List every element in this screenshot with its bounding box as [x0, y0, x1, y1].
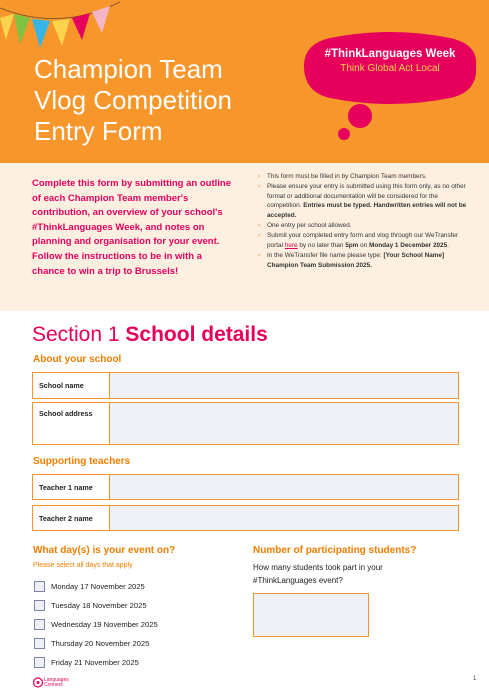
cloud-hashtag: #ThinkLanguages Week	[324, 48, 456, 60]
cloud-text	[312, 48, 468, 74]
instruction-item	[258, 182, 468, 220]
day-checkbox[interactable]	[34, 581, 45, 592]
school-address-label: School address	[32, 402, 110, 445]
section-name: School details	[125, 323, 268, 346]
instruction-text: One entry per school allowed.	[267, 222, 352, 230]
teacher-2-row	[32, 505, 459, 531]
instruction-item	[258, 221, 468, 230]
day-checkbox[interactable]	[34, 619, 45, 630]
wetransfer-link[interactable]: here	[284, 241, 298, 249]
filename-placeholder: [Your School Name]	[383, 252, 445, 260]
header-banner	[0, 0, 489, 163]
day-checkbox[interactable]	[34, 638, 45, 649]
about-school-heading: About your school	[33, 354, 122, 365]
footer-logo-text	[44, 678, 69, 688]
section-number: Section 1	[32, 323, 120, 346]
cloud-tagline: Think Global Act Local	[340, 63, 440, 74]
day-checkbox[interactable]	[34, 600, 45, 611]
page-title	[34, 54, 294, 147]
instruction-item: › Submit your completed entry form and vlog through our WeTransfer portal here by no later than 5pm on Monday 1 December 2025.	[258, 231, 468, 250]
bunting-decoration	[0, 0, 120, 55]
event-days-list	[34, 577, 158, 672]
instruction-text: In the WeTransfer file name please type:	[267, 252, 382, 260]
teacher-2-label: Teacher 2 name	[32, 505, 110, 531]
logo-line-1: Languages	[44, 677, 69, 683]
students-count-input[interactable]	[253, 593, 369, 637]
day-label: Wednesday 19 November 2025	[51, 620, 158, 629]
day-checkbox[interactable]	[34, 657, 45, 668]
event-days-note: Please select all days that apply	[33, 562, 133, 569]
instruction-text: on	[360, 241, 368, 249]
day-label: Tuesday 18 November 2025	[51, 601, 147, 610]
title-line-2: Vlog Competition	[34, 85, 232, 115]
title-line-1: Champion Team	[34, 54, 223, 84]
teacher-2-input[interactable]	[110, 505, 459, 531]
section-title	[32, 323, 268, 347]
day-option[interactable]	[34, 634, 158, 653]
deadline-time: 5pm	[345, 241, 359, 249]
instructions-list	[258, 172, 468, 271]
day-option[interactable]	[34, 615, 158, 634]
school-address-input[interactable]	[110, 402, 459, 445]
day-label: Thursday 20 November 2025	[51, 639, 150, 648]
title-line-3: Entry Form	[34, 116, 163, 146]
teacher-1-input[interactable]	[110, 474, 459, 500]
speech-cloud-icon	[300, 26, 480, 146]
school-name-input[interactable]	[110, 372, 459, 399]
instruction-text: Please ensure your entry is submitted using this form only, as no other format or additional documentation will be considered for the competition.	[267, 183, 466, 210]
school-address-row	[32, 402, 459, 445]
students-heading: Number of participating students?	[253, 545, 417, 556]
instruction-item: › In the WeTransfer file name please type: [Your School Name] Champion Team Submission 2025.	[258, 251, 468, 270]
day-label: Monday 17 November 2025	[51, 582, 145, 591]
filename-suffix: Champion Team Submission 2025	[267, 261, 371, 269]
instruction-item	[258, 172, 468, 181]
intro-panel	[0, 163, 489, 311]
teachers-heading: Supporting teachers	[33, 456, 131, 467]
logo-line-2: Connect	[44, 682, 63, 688]
day-option[interactable]	[34, 596, 158, 615]
teacher-1-row	[32, 474, 459, 500]
school-name-label: School name	[32, 372, 110, 399]
instruction-text: Submit your completed entry form and vlog through our WeTransfer portal	[267, 232, 459, 249]
day-option[interactable]	[34, 577, 158, 596]
instruction-text: This form must be filled in by Champion Team members.	[267, 173, 427, 180]
students-question: How many students took part in your #ThinkLanguages event?	[253, 563, 383, 585]
school-name-row	[32, 372, 459, 399]
teacher-1-label: Teacher 1 name	[32, 474, 110, 500]
day-label: Friday 21 November 2025	[51, 658, 139, 667]
page-number: 1	[473, 676, 477, 682]
instruction-text: by no later than	[299, 241, 344, 249]
deadline-date: Monday 1 December 2025	[369, 241, 448, 249]
event-days-heading: What day(s) is your event on?	[33, 545, 176, 556]
intro-lead: Complete this form by submitting an outline of each Champion Team member's contribution, an overview of your school's #ThinkLanguages Week, and notes on planning and organisation for your event. Follow the instructions to be in with a chance to win a trip to Brussels!	[32, 178, 231, 277]
instruction-bold: Entries must be typed. Handwritten entries will not be accepted.	[267, 202, 467, 219]
day-option[interactable]	[34, 653, 158, 672]
